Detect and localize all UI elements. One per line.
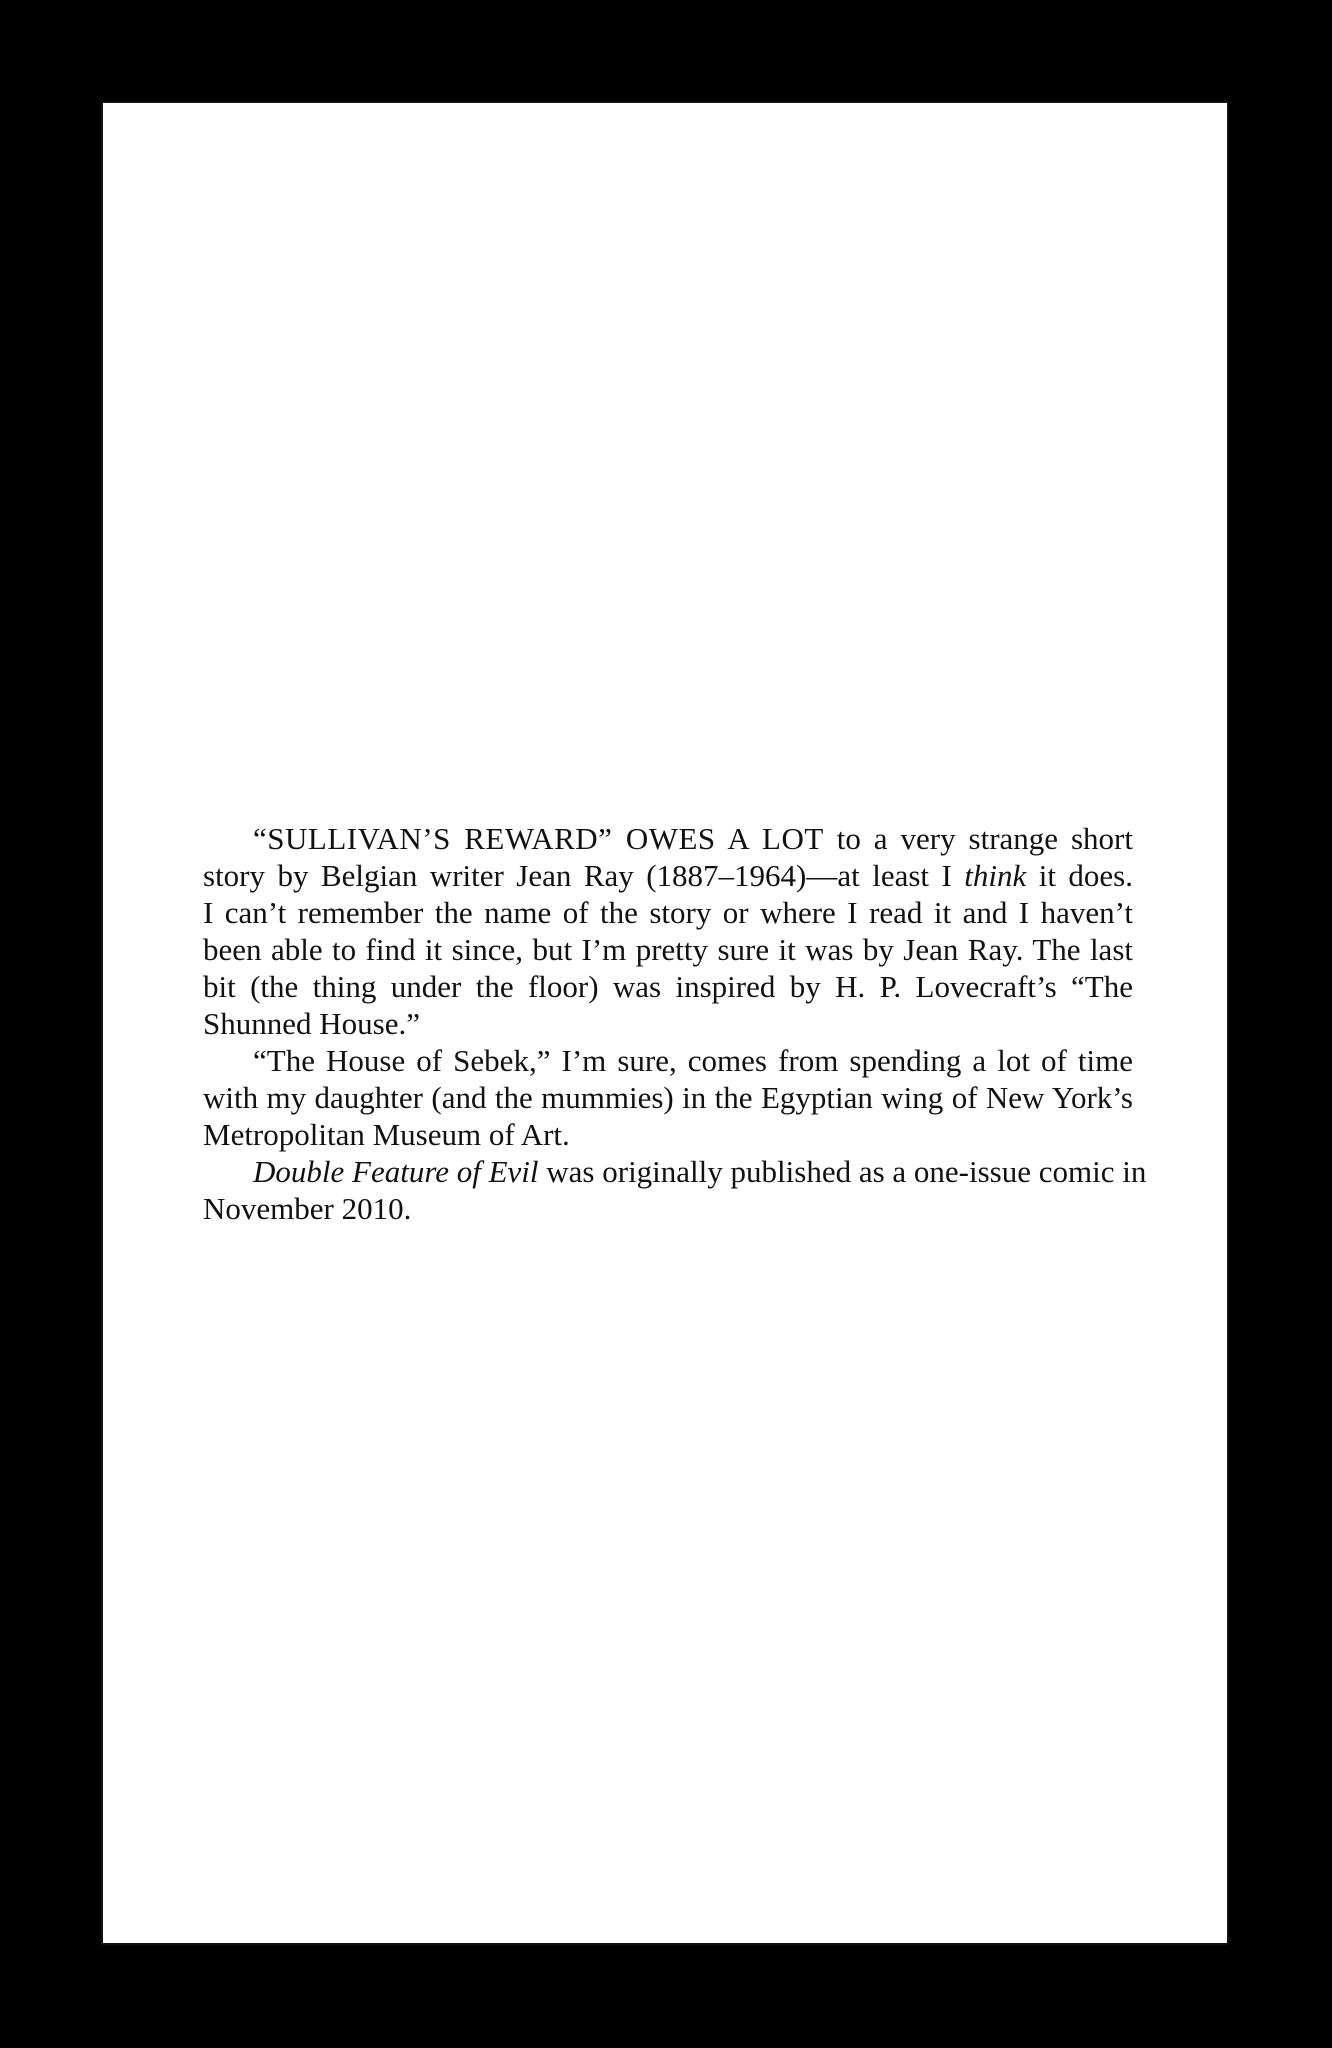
paragraph-house-of-sebek	[203, 1042, 1133, 1153]
paragraph-publication-note	[203, 1153, 1147, 1227]
story-title-lead: “SULLIVAN’S REWARD” OWES A LOT	[253, 821, 824, 856]
text-line: I can’t remember the name of the story or where I read it and I haven’t	[203, 895, 1133, 930]
text-line: been able to find it since, but I’m pretty sure it was by Jean Ray. The last	[203, 932, 1133, 967]
text-line: Metropolitan Museum of Art.	[203, 1117, 570, 1152]
text-line: “The House of Sebek,” I’m sure, comes from spending a lot of time	[253, 1043, 1133, 1078]
author-note	[203, 820, 1147, 1227]
text-line: with my daughter (and the mummies) in the Egyptian wing of New York’s	[203, 1080, 1133, 1115]
text-line: story by Belgian writer Jean Ray (1887–1964)—at least I think it does.	[203, 858, 1133, 893]
text-line: Double Feature of Evil was originally published as a one-issue comic in	[253, 1154, 1147, 1189]
page-sheet	[101, 101, 1229, 1945]
book-title: Double Feature of Evil	[253, 1154, 539, 1189]
paragraph-sullivans-reward	[203, 820, 1133, 1042]
text-line: bit (the thing under the floor) was inspired by H. P. Lovecraft’s “The	[203, 969, 1133, 1004]
text-line: “SULLIVAN’S REWARD” OWES A LOT to a very strange short	[253, 821, 1133, 856]
text-line: November 2010.	[203, 1191, 412, 1226]
emphasis-text: think	[964, 858, 1027, 893]
text-line: Shunned House.”	[203, 1006, 420, 1041]
